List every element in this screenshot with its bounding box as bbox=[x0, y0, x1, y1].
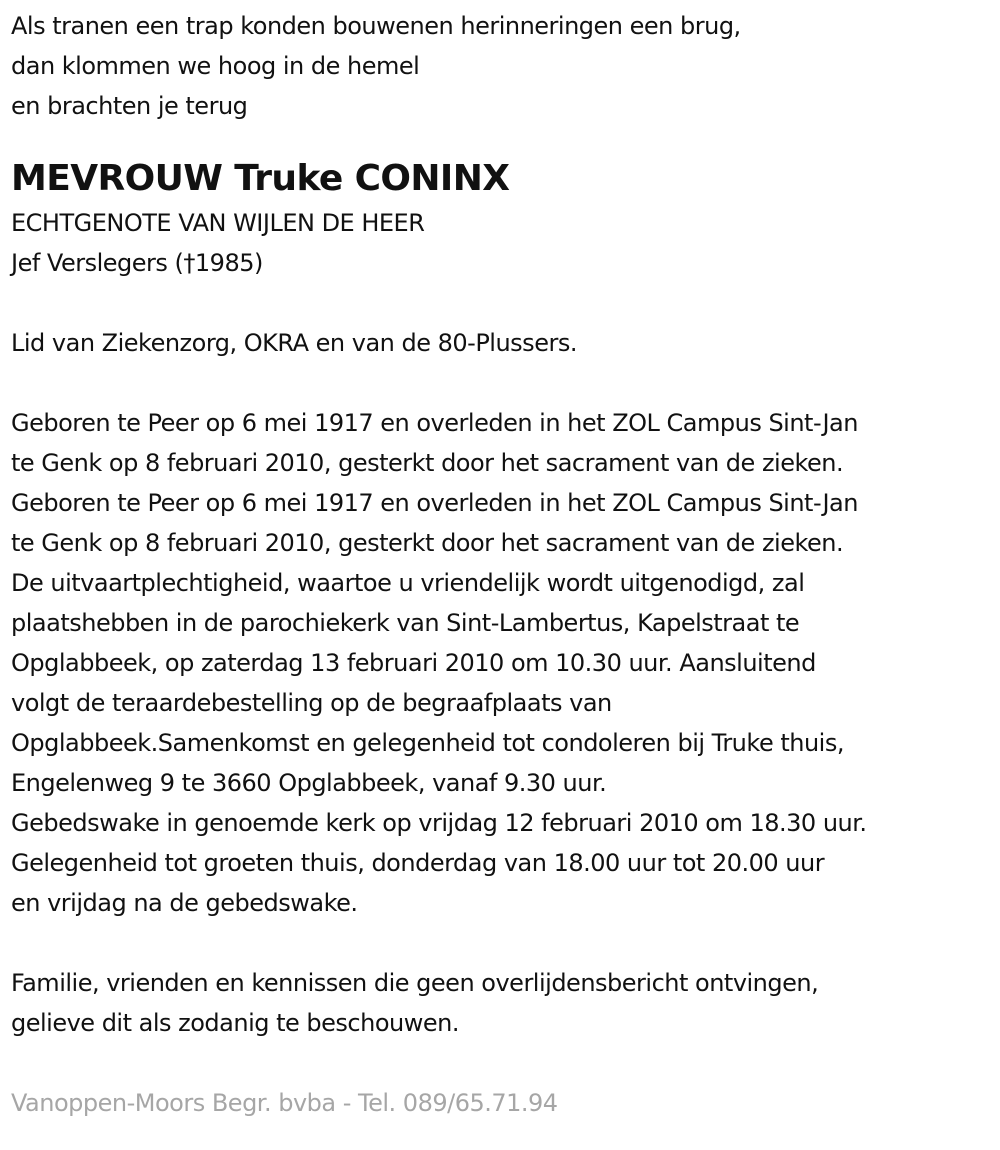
spacer bbox=[11, 283, 1000, 323]
spacer bbox=[11, 923, 1000, 963]
body-line: De uitvaartplechtigheid, waartoe u vriendelijk wordt uitgenodigd, zal bbox=[11, 569, 805, 597]
deceased-name: MEVROUW Truke CONINX bbox=[11, 158, 510, 199]
body-line: Opglabbeek, op zaterdag 13 februari 2010 om 10.30 uur. Aansluitend bbox=[11, 649, 816, 677]
body-line: Gelegenheid tot groeten thuis, donderdag van 18.00 uur tot 20.00 uur bbox=[11, 849, 825, 877]
poem-line: Als tranen een trap konden bouwenen herinneringen een brug, bbox=[11, 12, 741, 40]
body-line: Gebedswake in genoemde kerk op vrijdag 12 februari 2010 om 18.30 uur. bbox=[11, 809, 867, 837]
notice-body bbox=[11, 403, 1000, 923]
spouse-text: Jef Verslegers (†1985) bbox=[11, 249, 263, 277]
body-line: Opglabbeek.Samenkomst en gelegenheid tot condoleren bij Truke thuis, bbox=[11, 729, 844, 757]
closing-note bbox=[11, 963, 1000, 1043]
poem-line: dan klommen we hoog in de hemel bbox=[11, 52, 420, 80]
closing-line: gelieve dit als zodanig te beschouwen. bbox=[11, 1009, 459, 1037]
spacer bbox=[11, 363, 1000, 403]
body-line: Geboren te Peer op 6 mei 1917 en overleden in het ZOL Campus Sint-Jan bbox=[11, 489, 858, 517]
body-line: te Genk op 8 februari 2010, gesterkt door het sacrament van de zieken. bbox=[11, 529, 844, 557]
body-line: te Genk op 8 februari 2010, gesterkt door het sacrament van de zieken. bbox=[11, 449, 844, 477]
body-line: Geboren te Peer op 6 mei 1917 en overleden in het ZOL Campus Sint-Jan bbox=[11, 409, 858, 437]
body-line: volgt de teraardebestelling op de begraafplaats van bbox=[11, 689, 612, 717]
closing-line: Familie, vrienden en kennissen die geen overlijdensbericht ontvingen, bbox=[11, 969, 819, 997]
body-line: en vrijdag na de gebedswake. bbox=[11, 889, 358, 917]
membership-text: Lid van Ziekenzorg, OKRA en van de 80-Plussers. bbox=[11, 329, 577, 357]
relation-text: ECHTGENOTE VAN WIJLEN DE HEER bbox=[11, 209, 425, 237]
spacer bbox=[11, 1043, 1000, 1083]
body-line: Engelenweg 9 te 3660 Opglabbeek, vanaf 9.30 uur. bbox=[11, 769, 607, 797]
body-line: plaatshebben in de parochiekerk van Sint-Lambertus, Kapelstraat te bbox=[11, 609, 800, 637]
poem bbox=[11, 6, 1000, 126]
poem-line: en brachten je terug bbox=[11, 92, 248, 120]
funeral-home-footer: Vanoppen-Moors Begr. bvba - Tel. 089/65.71.94 bbox=[11, 1089, 558, 1117]
